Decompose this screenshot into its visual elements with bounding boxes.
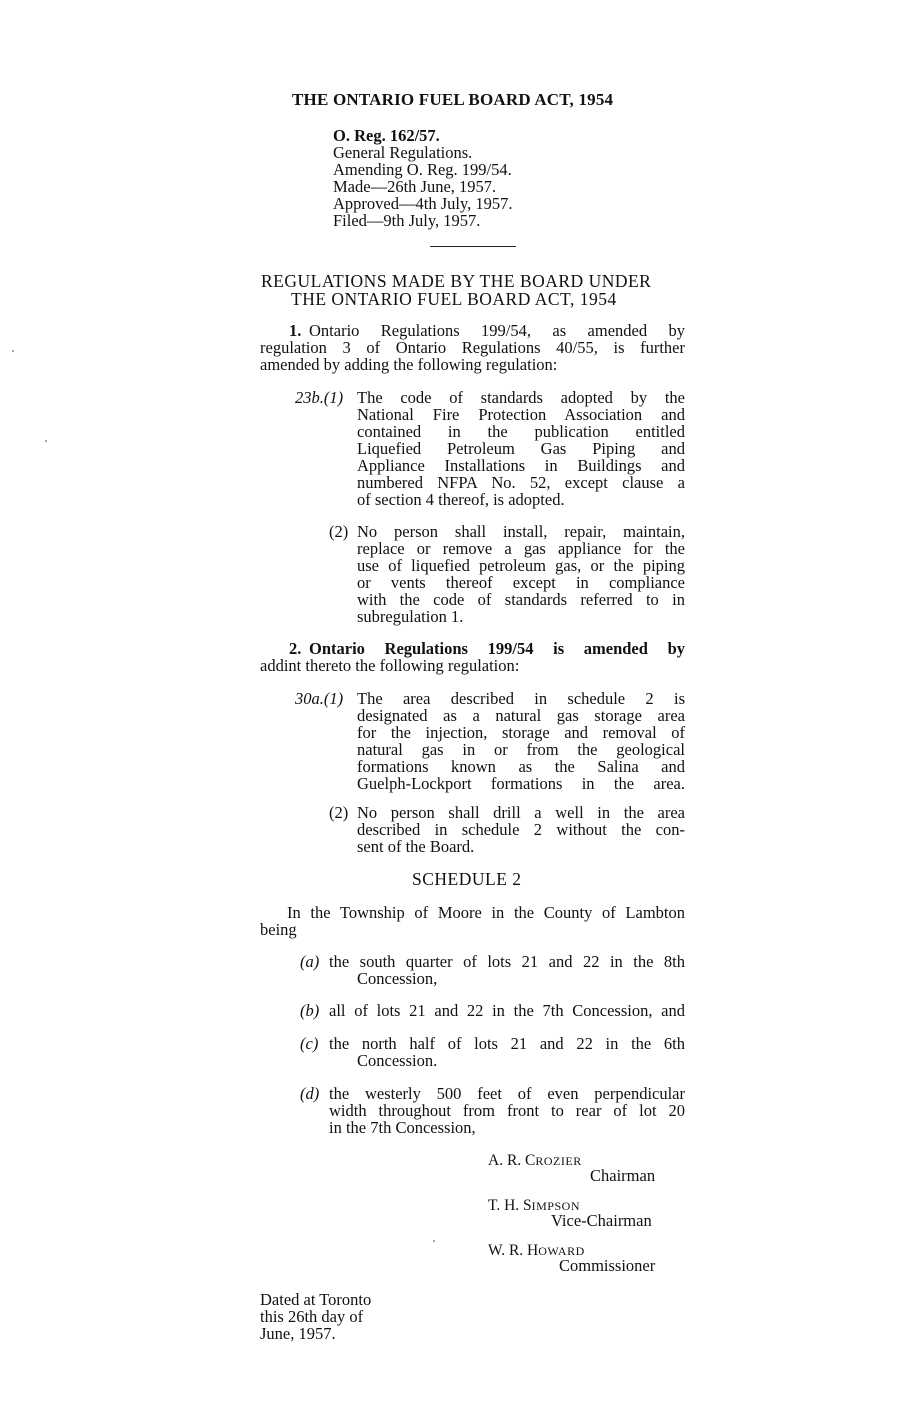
- section-number: 2.: [289, 639, 302, 658]
- dated-line: Dated at Toronto: [260, 1290, 372, 1309]
- subregulation-line: formations known as the Salina and: [357, 757, 685, 776]
- schedule-intro-line: In the Township of Moore in the County of Lambton: [287, 903, 685, 922]
- section-text-line: regulation 3 of Ontario Regulations 40/55, is further: [260, 338, 685, 357]
- subregulation-line: natural gas in or from the geological: [357, 740, 685, 759]
- section-text-line: amended by adding the following regulation:: [260, 355, 558, 374]
- subregulation-line: described in schedule 2 without the con-: [357, 820, 685, 839]
- reg-info-line: Filed—9th July, 1957.: [333, 211, 481, 230]
- reg-info-line: Approved—4th July, 1957.: [333, 194, 513, 213]
- regulations-heading-line1: REGULATIONS MADE BY THE BOARD UNDER: [261, 271, 652, 291]
- schedule-item-label: (b): [300, 1001, 320, 1020]
- subregulation-line: for the injection, storage and removal of: [357, 723, 685, 742]
- subregulation-line: or vents thereof except in compliance: [357, 573, 685, 592]
- reg-info-line: Made—26th June, 1957.: [333, 177, 497, 196]
- schedule-item-line: width throughout from front to rear of lot 20: [329, 1101, 685, 1120]
- subregulation-line: The area described in schedule 2 is: [357, 689, 685, 708]
- signatory-initials: A. R. C: [488, 1152, 536, 1169]
- reg-info-line: General Regulations.: [333, 143, 473, 162]
- subregulation-line: numbered NFPA No. 52, except clause a: [357, 473, 685, 492]
- dated-line: June, 1957.: [260, 1324, 336, 1343]
- schedule-intro-line: being: [260, 920, 297, 939]
- regulation-number: O. Reg. 162/57.: [333, 126, 440, 145]
- section-text-line: Ontario Regulations 199/54 is amended by: [309, 639, 685, 658]
- signatory-surname: OWARD: [538, 1244, 585, 1258]
- subregulation-label: (2): [329, 803, 349, 822]
- subregulation-line: The code of standards adopted by the: [357, 388, 685, 407]
- subregulation-line: designated as a natural gas storage area: [357, 706, 685, 725]
- subregulation-line: sent of the Board.: [357, 837, 475, 856]
- regulation-label: 23b.(1): [295, 388, 344, 407]
- signatory-surname: ROZIER: [535, 1154, 582, 1168]
- act-title: THE ONTARIO FUEL BOARD ACT, 1954: [292, 90, 614, 109]
- schedule-item-line: the south quarter of lots 21 and 22 in the 8th: [329, 952, 685, 971]
- subregulation-line: contained in the publication entitled: [357, 422, 685, 441]
- subregulation-line: of section 4 thereof, is adopted.: [357, 490, 565, 509]
- section-text-line: addint thereto the following regulation:: [260, 656, 520, 675]
- schedule-item-line: Concession.: [357, 1051, 438, 1070]
- schedule-item-label: (a): [300, 952, 320, 971]
- schedule-item-line: in the 7th Concession,: [329, 1118, 476, 1137]
- schedule-item-line: the north half of lots 21 and 22 in the 6th: [329, 1034, 685, 1053]
- subregulation-line: Appliance Installations in Buildings and: [357, 456, 685, 475]
- signatory-initials: T. H. S: [488, 1197, 532, 1214]
- scan-speck: [12, 350, 14, 352]
- subregulation-label: (2): [329, 522, 349, 541]
- schedule-item-line: all of lots 21 and 22 in the 7th Concession, and: [329, 1001, 685, 1020]
- subregulation-line: Liquefied Petroleum Gas Piping and: [357, 439, 685, 458]
- regulations-heading-line2: THE ONTARIO FUEL BOARD ACT, 1954: [291, 289, 617, 309]
- section-divider: [430, 246, 516, 247]
- schedule-item-label: (d): [300, 1084, 320, 1103]
- subregulation-line: with the code of standards referred to in: [357, 590, 685, 609]
- signatory-name: [488, 1152, 582, 1170]
- dated-line: this 26th day of: [260, 1307, 364, 1326]
- schedule-item-label: (c): [300, 1034, 319, 1053]
- signatory-title: Chairman: [590, 1166, 656, 1185]
- subregulation-line: replace or remove a gas appliance for the: [357, 539, 685, 558]
- subregulation-line: Guelph-Lockport formations in the area.: [357, 774, 685, 793]
- subregulation-line: subregulation 1.: [357, 607, 464, 626]
- schedule-item-line: Concession,: [357, 969, 438, 988]
- subregulation-line: No person shall install, repair, maintain,: [357, 522, 685, 541]
- subregulation-line: No person shall drill a well in the area: [357, 803, 685, 822]
- signatory-title: Commissioner: [559, 1256, 656, 1275]
- signatory-surname: IMPSON: [531, 1199, 580, 1213]
- signatory-initials: W. R. H: [488, 1242, 539, 1259]
- regulation-label: 30a.(1): [295, 689, 344, 708]
- section-number: 1.: [289, 321, 302, 340]
- schedule-item-line: the westerly 500 feet of even perpendicular: [329, 1084, 685, 1103]
- scan-speck: [433, 1240, 435, 1242]
- subregulation-line: use of liquefied petroleum gas, or the piping: [357, 556, 685, 575]
- schedule-heading: SCHEDULE 2: [412, 869, 522, 889]
- subregulation-line: National Fire Protection Association and: [357, 405, 685, 424]
- signatory-title: Vice-Chairman: [551, 1211, 652, 1230]
- section-text-line: Ontario Regulations 199/54, as amended by: [309, 321, 685, 340]
- reg-info-line: Amending O. Reg. 199/54.: [333, 160, 512, 179]
- scan-speck: [45, 440, 47, 442]
